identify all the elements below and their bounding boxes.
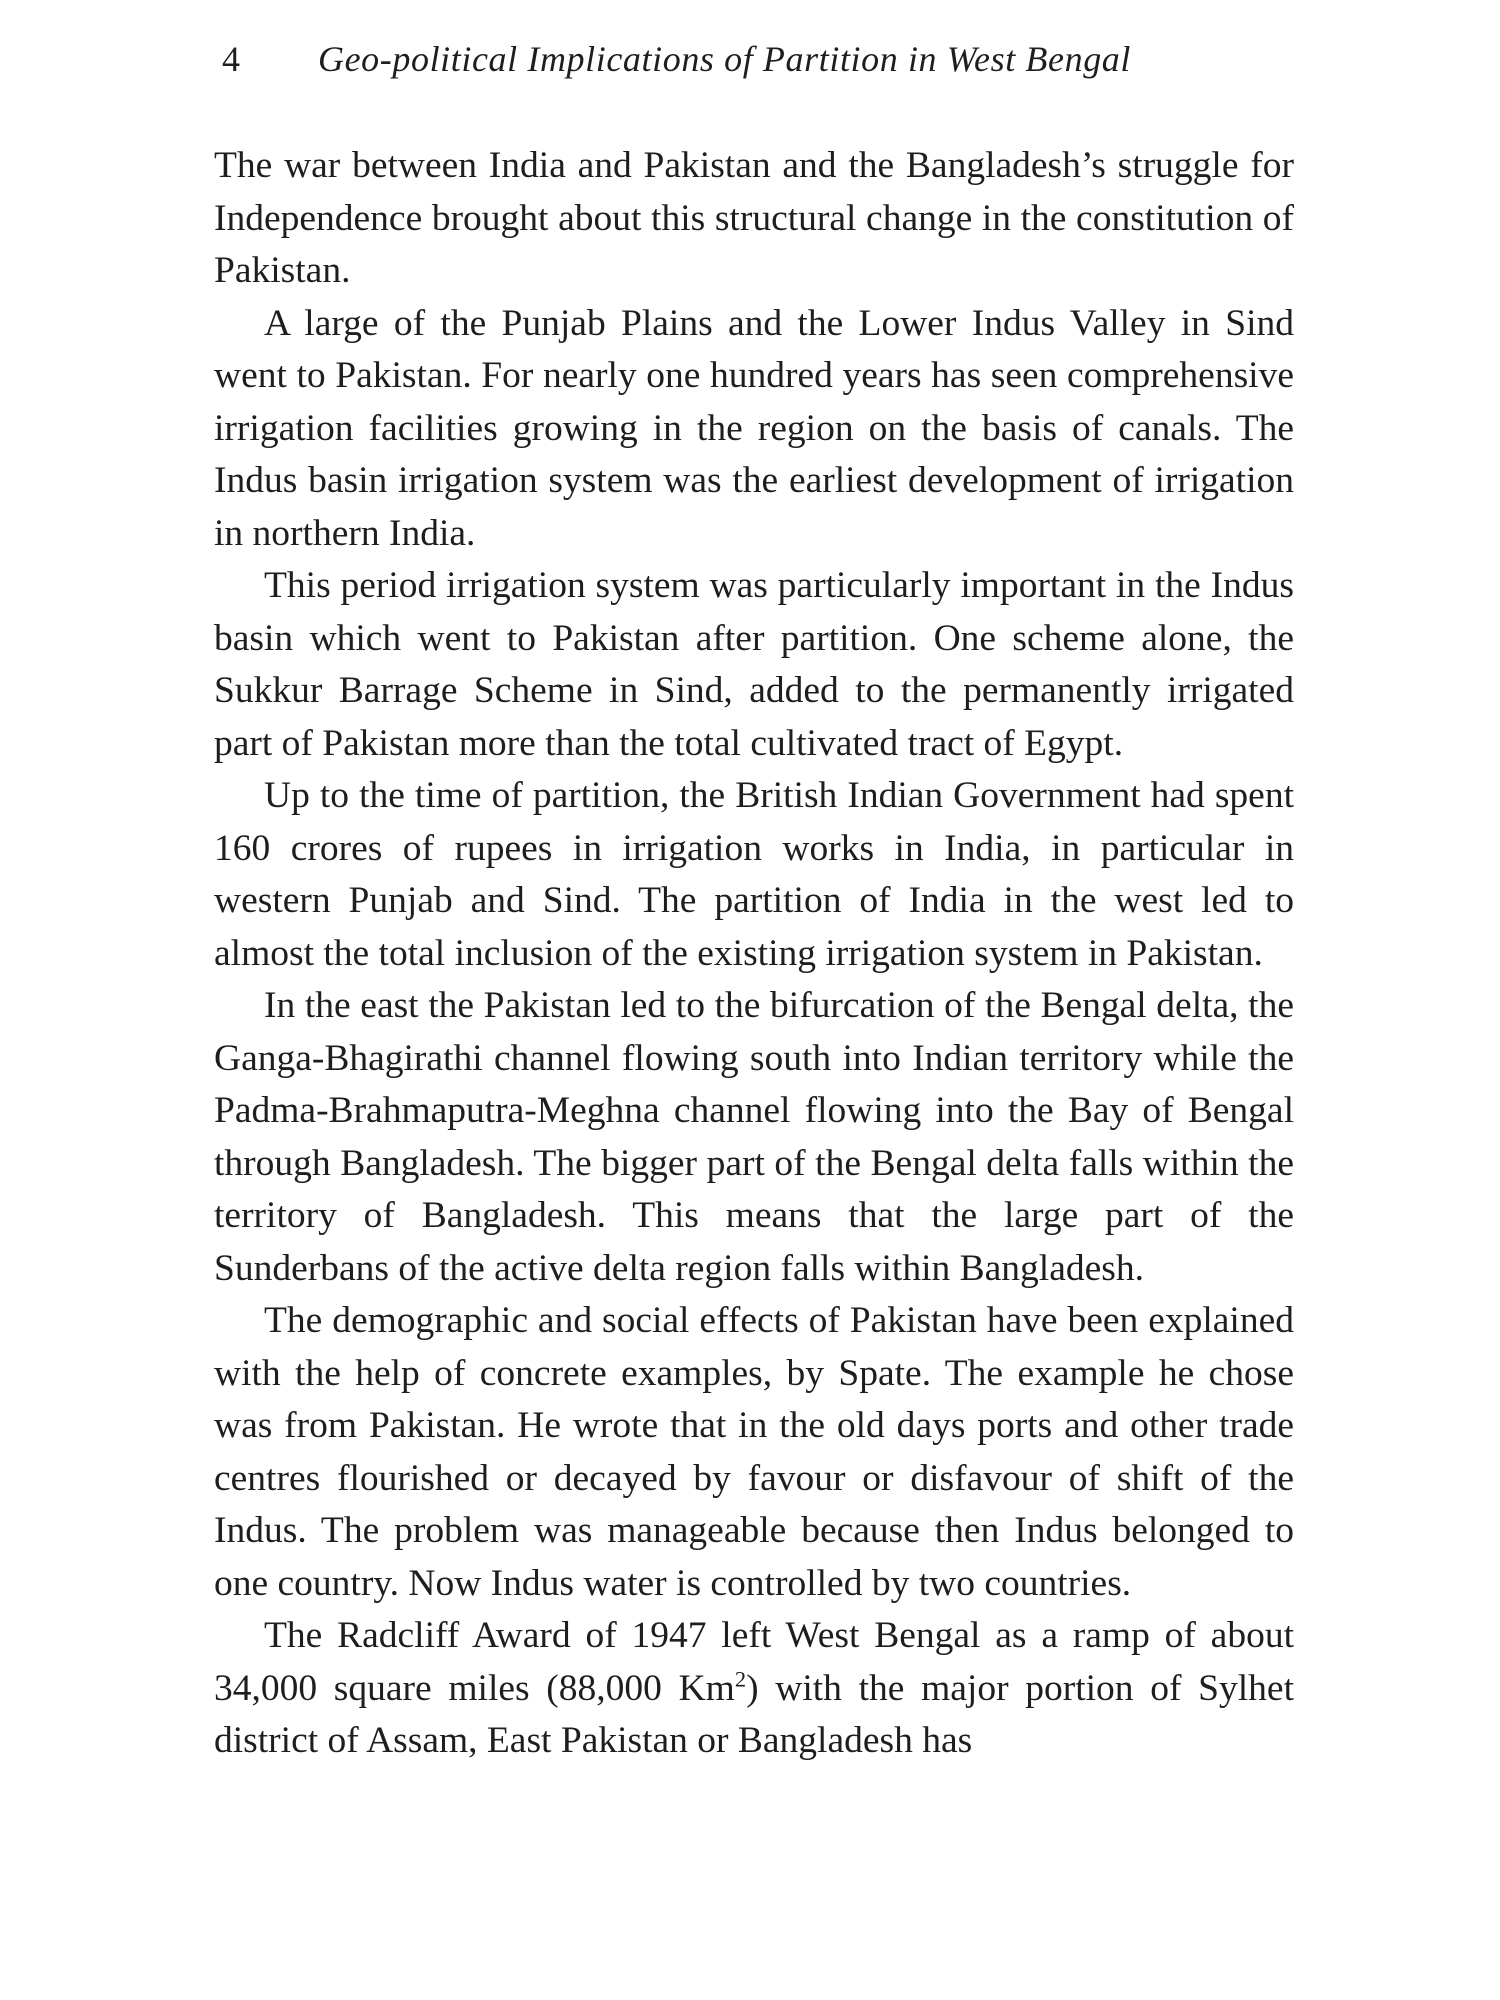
body-text	[214, 140, 1294, 1768]
paragraph-5: In the east the Pakistan led to the bifurcation of the Bengal delta, the Ganga-Bhagirathi channel flowing south into Indian territory while the Padma-Brahmaputra-Meghna channel flowing into the Bay of Bengal through Bangladesh. The bigger part of the Bengal delta falls within the territory of Bangladesh. This means that the large part of the Sunderbans of the active delta region falls within Bangladesh.	[214, 985, 1294, 1289]
page-number: 4	[222, 39, 240, 79]
paragraph-7	[214, 1610, 1294, 1768]
paragraph-7-text-end: ) with the major portion of Sylhet district of Assam, East Pakistan or Bangladesh has	[214, 1667, 1294, 1761]
page-header	[222, 34, 1222, 84]
paragraph-6: The demographic and social effects of Pakistan have been explained with the help of concrete examples, by Spate. The example he chose was from Pakistan. He wrote that in the old days ports and other trade centres flourished or decayed by favour or disfavour of shift of the Indus. The problem was manageable because then Indus belonged to one country. Now Indus water is controlled by two countries.	[214, 1300, 1294, 1604]
superscript-two: 2	[734, 1666, 747, 1691]
paragraph-3: This period irrigation system was particularly important in the Indus basin which went to Pakistan after partition. One scheme alone, the Sukkur Barrage Scheme in Sind, added to the permanently irrigated part of Pakistan more than the total cultivated tract of Egypt.	[214, 565, 1294, 764]
running-title: Geo-political Implications of Partition in West Bengal	[318, 39, 1131, 79]
paragraph-1: The war between India and Pakistan and the Bangladesh’s struggle for Independence brought about this structural change in the constitution of Pakistan.	[214, 145, 1294, 291]
paragraph-7-text-start: The Radcliff Award of 1947 left West Bengal as a ramp of about 34,000 square miles (88,000 Km	[214, 1615, 1294, 1709]
paragraph-4: Up to the time of partition, the British Indian Government had spent 160 crores of rupees in irrigation works in India, in particular in western Punjab and Sind. The partition of India in the west led to almost the total inclusion of the existing irrigation system in Pakistan.	[214, 775, 1294, 974]
paragraph-2: A large of the Punjab Plains and the Lower Indus Valley in Sind went to Pakistan. For nearly one hundred years has seen comprehensive irrigation facilities growing in the region on the basis of canals. The Indus basin irrigation system was the earliest development of irrigation in northern India.	[214, 302, 1294, 554]
